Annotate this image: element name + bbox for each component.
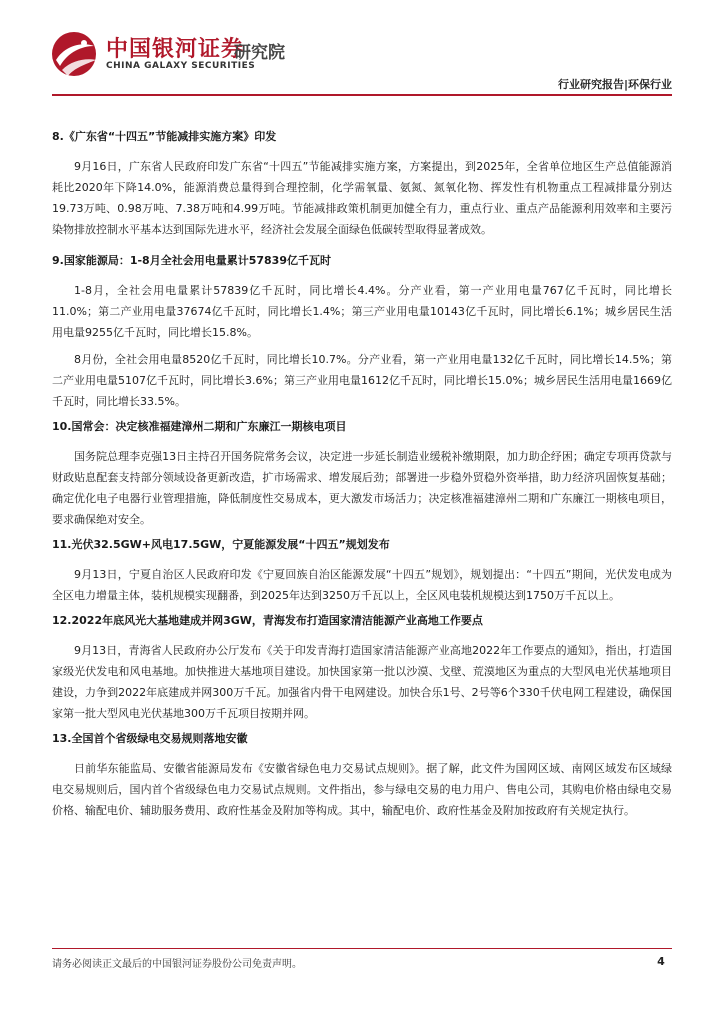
section-paragraph: 9月13日，青海省人民政府办公厅发布《关于印发青海打造国家清洁能源产业高地2022年工作要点的通知》，指出，打造国家级光伏发电和风电基地。加快推进大基地项目建设。加快国家第一批以沙漠、戈壁、荒漠地区为重点的大型风电光伏基地项目建设，力争到2022年底建成并网300万千瓦。加强省内骨干电网建设。加快合乐1号、2号等6个330千伏电网工程建设，确保国家第一批大型风电光伏基地300万千瓦项目按期并网。 — [52, 644, 672, 720]
section-paragraph: 1-8月，全社会用电量累计57839亿千瓦时，同比增长4.4%。分产业看，第一产业用电量767亿千瓦时，同比增长11.0%；第二产业用电量37674亿千瓦时，同比增长1.4%；第三产业用电量10143亿千瓦时，同比增长6.1%；城乡居民生活用电量9255亿千瓦时，同比增长15.8%。 — [52, 284, 672, 339]
company-logo — [48, 30, 318, 80]
section-paragraph: 9月13日，宁夏自治区人民政府印发《宁夏回族自治区能源发展“十四五”规划》，规划提出：“十四五”期间，光伏发电成为全区电力增量主体，装机规模实现翻番，到2025年达到3250万千瓦以上，全区风电装机规模达到1750万千瓦以上。 — [52, 568, 672, 602]
report-body — [52, 128, 672, 827]
news-section-9 — [52, 252, 672, 412]
header-divider — [52, 94, 672, 96]
report-category: 行业研究报告|环保行业 — [557, 78, 672, 91]
section-title: 13.全国首个省级绿电交易规则落地安徽 — [52, 732, 248, 745]
page-number: 4 — [657, 955, 665, 968]
section-paragraph: 9月16日，广东省人民政府印发广东省“十四五”节能减排实施方案，方案提出，到2025年，全省单位地区生产总值能源消耗比2020年下降14.0%，能源消费总量得到合理控制，化学需氧量、氨氮、氮氧化物、挥发性有机物重点工程减排量分别达19.73万吨、0.98万吨、7.38万吨和4.99万吨。节能减排政策机制更加健全有力，重点行业、重点产品能源利用效率和主要污染物排放控制水平基本达到国际先进水平，经济社会发展全面绿色低碳转型取得显著成效。 — [52, 160, 672, 236]
footer-divider — [52, 948, 672, 949]
news-section-8 — [52, 128, 672, 240]
section-title: 10.国常会：决定核准福建漳州二期和广东廉江一期核电项目 — [52, 420, 347, 433]
section-title: 9.国家能源局：1-8月全社会用电量累计57839亿千瓦时 — [52, 254, 331, 267]
page-header — [0, 0, 724, 100]
section-paragraph: 8月份，全社会用电量8520亿千瓦时，同比增长10.7%。分产业看，第一产业用电量132亿千瓦时，同比增长14.5%；第二产业用电量5107亿千瓦时，同比增长3.6%；第三产业用电量1612亿千瓦时，同比增长15.0%；城乡居民生活用电量1669亿千瓦时，同比增长33.5%。 — [52, 353, 672, 408]
section-title: 11.光伏32.5GW+风电17.5GW，宁夏能源发展“十四五”规划发布 — [52, 538, 390, 551]
galaxy-logo-icon — [48, 30, 100, 78]
disclaimer-note: 请务必阅读正文最后的中国银河证券股份公司免责声明。 — [52, 959, 302, 970]
department-name: 研究院 — [234, 43, 285, 63]
section-title: 12.2022年底风光大基地建成并网3GW，青海发布打造国家清洁能源产业高地工作要点 — [52, 614, 483, 627]
company-name-en: CHINA GALAXY SECURITIES — [106, 61, 256, 71]
section-paragraph: 日前华东能监局、安徽省能源局发布《安徽省绿色电力交易试点规则》。据了解，此文件为国网区域、南网区域发布区域绿电交易规则后，国内首个省级绿色电力交易试点规则。文件指出，参与绿电交易的电力用户、售电公司，其购电价格由绿电交易价格、输配电价、辅助服务费用、政府性基金及附加等构成。其中，输配电价、政府性基金及附加按政府有关规定执行。 — [52, 762, 672, 817]
news-section-10 — [52, 418, 672, 530]
section-title: 8.《广东省“十四五”节能减排实施方案》印发 — [52, 130, 277, 143]
section-paragraph: 国务院总理李克强13日主持召开国务院常务会议，决定进一步延长制造业缓税补缴期限，加力助企纾困；确定专项再贷款与财政贴息配套支持部分领域设备更新改造，扩市场需求、增发展后劲；部署进一步稳外贸稳外资举措，助力经济巩固恢复基础；确定优化电子电器行业管理措施，降低制度性交易成本，更大激发市场活力；决定核准福建漳州二期和广东廉江一期核电项目，要求确保绝对安全。 — [52, 450, 672, 526]
news-section-11 — [52, 536, 672, 606]
news-section-12 — [52, 612, 672, 724]
news-section-13 — [52, 730, 672, 821]
company-name-cn: 中国银河证券 — [106, 37, 245, 62]
